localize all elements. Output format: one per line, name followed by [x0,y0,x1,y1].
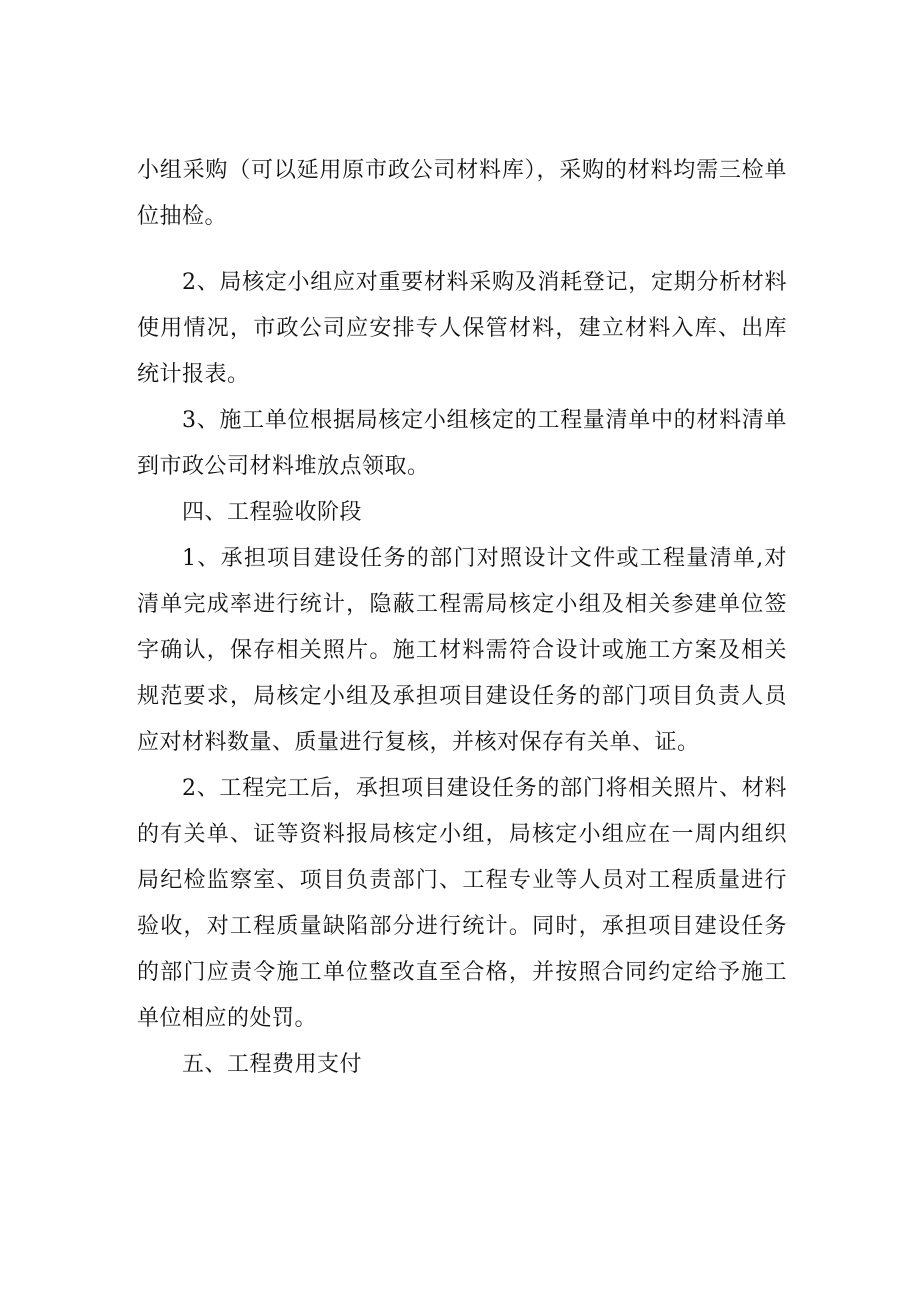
paragraph-acceptance-statistics: 1、承担项目建设任务的部门对照设计文件或工程量清单,对清单完成率进行统计，隐蔽工程需局核定小组及相关参建单位签字确认，保存相关照片。施工材料需符合设计或施工方案及相关规范要求，局核定小组及承担项目建设任务的部门项目负责人员应对材料数量、质量进行复核，并核对保存有关单、证。 [137,546,787,755]
section-heading-acceptance: 四、工程验收阶段 [182,500,363,525]
paragraph-material-collection: 3、施工单位根据局核定小组核定的工程量清单中的材料清单到市政公司材料堆放点领取。 [137,408,787,479]
paragraph-material-registration: 2、局核定小组应对重要材料采购及消耗登记，定期分析材料使用情况，市政公司应安排专人保管材料，建立材料入库、出库统计报表。 [137,270,787,387]
paragraph-continuation: 小组采购（可以延用原市政公司材料库），采购的材料均需三检单位抽检。 [137,158,787,229]
document-body [137,148,787,1088]
paragraph-completion-acceptance: 2、工程完工后，承担项目建设任务的部门将相关照片、材料的有关单、证等资料报局核定小组，局核定小组应在一周内组织局纪检监察室、项目负责部门、工程专业等人员对工程质量进行验收，对工程质量缺陷部分进行统计。同时，承担项目建设任务的部门应责令施工单位整改直至合格，并按照合同约定给予施工单位相应的处罚。 [137,776,787,1031]
section-heading-payment: 五、工程费用支付 [182,1052,363,1077]
